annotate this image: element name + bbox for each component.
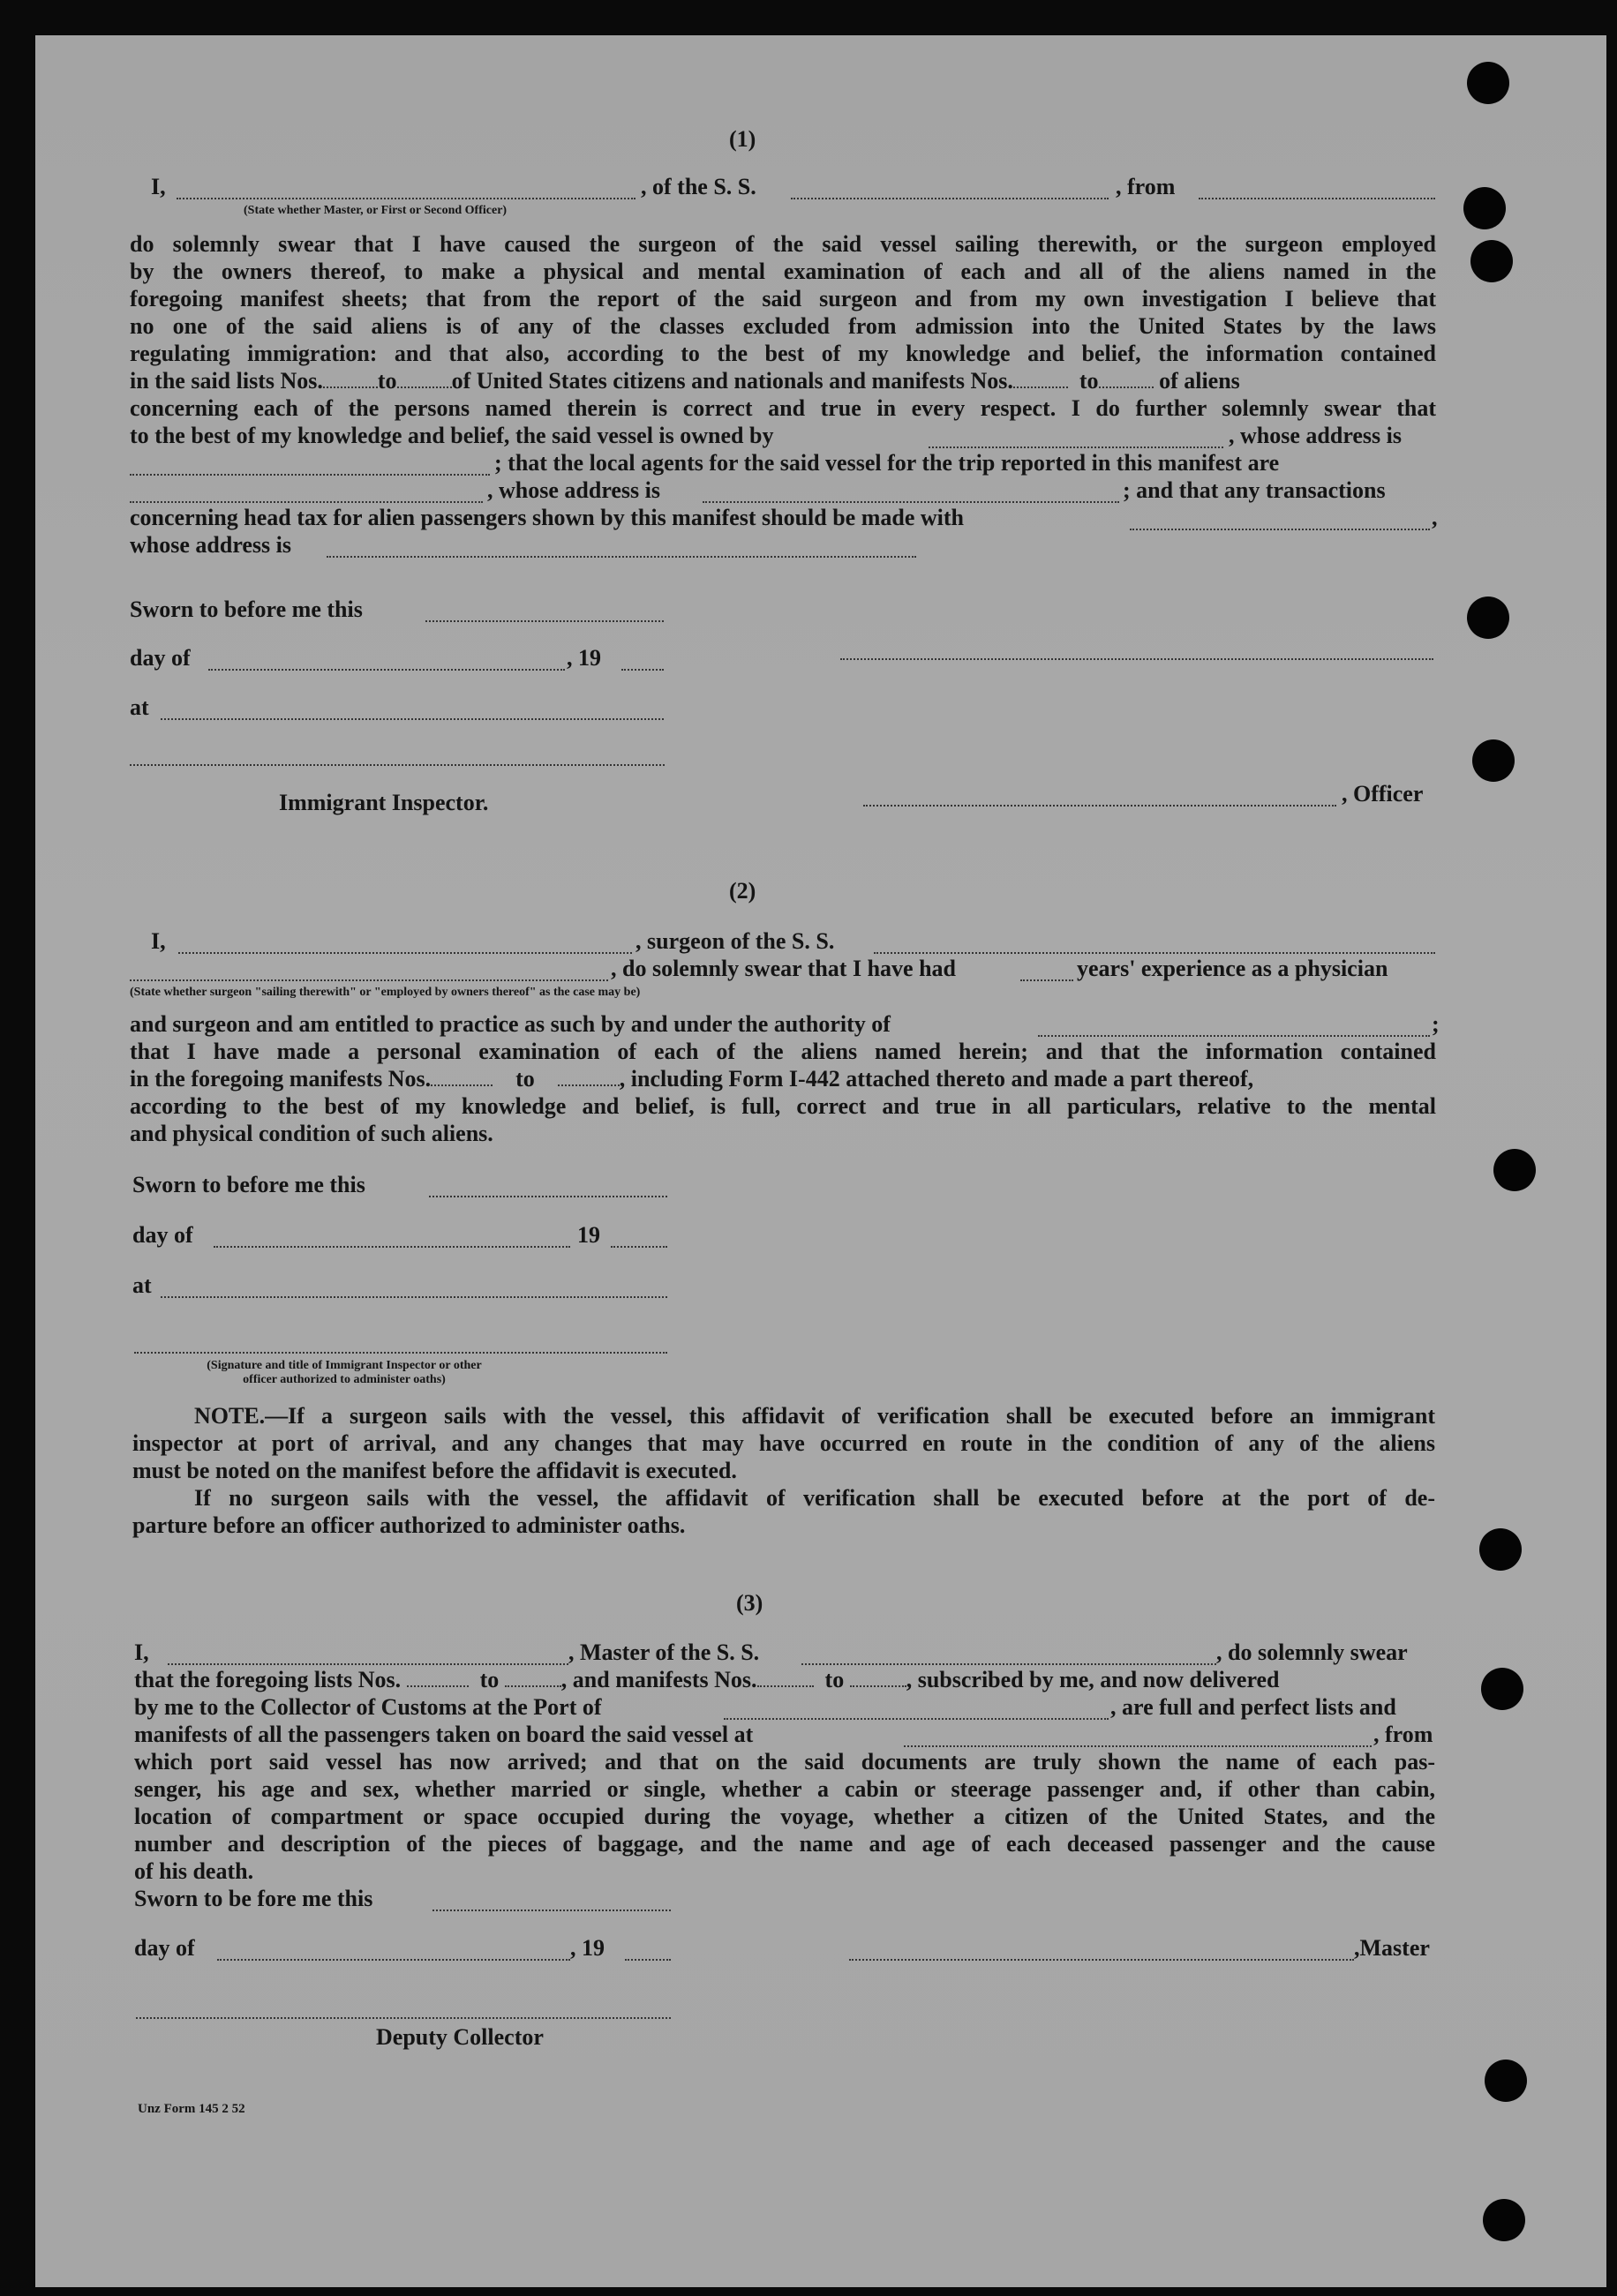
s2-semicolon: ; [1432,1011,1440,1037]
s3-year-field[interactable] [625,1959,671,1961]
departure-port-field[interactable] [1199,198,1435,199]
s3-from-label: , from [1373,1722,1433,1747]
s1-agents-address-label: , whose address is [487,477,661,503]
punch-hole [1481,1668,1523,1710]
s2-body-line: and physical condition of such aliens. [130,1121,493,1146]
punch-hole [1472,739,1515,782]
punch-hole [1479,1528,1522,1571]
officer-rank-caption: (State whether Master, or First or Second Officer) [244,204,508,217]
punch-hole [1467,62,1509,104]
s2-manifests-line: in the foregoing manifests Nos. to , including Form I-442 attached thereto and made a part thereof, [130,1066,1254,1092]
s1-body-line: regulating immigration: and that also, according to the best of my knowledge and belief, the information contained [130,341,1436,366]
s3-boarded-label: manifests of all the passengers taken on board the said vessel at [134,1722,754,1747]
s2-swear-label: , do solemnly swear that I have had [611,956,957,981]
s2-authority-label: and surgeon and am entitled to practice as such by and under the authority of [130,1011,891,1037]
surgeon-capacity-field[interactable] [130,979,608,981]
s1-of-ss: , of the S. S. [641,174,756,199]
local-agents-field[interactable] [130,501,483,503]
collector-signature-line[interactable] [136,2017,671,2019]
master-name-field[interactable] [168,1663,568,1665]
surgeon-capacity-caption: (State whether surgeon "sailing therewith" or "employed by owners thereof" as the case may be) [130,986,641,999]
s1-whose-address-label: whose address is [130,532,292,558]
manifest-no-from-field[interactable] [1013,369,1068,388]
manifest-no-to-field[interactable] [1099,369,1154,388]
s2-sworn-date-field[interactable] [429,1196,667,1197]
s3-sworn-date-field[interactable] [432,1910,671,1911]
s2-place-field[interactable] [161,1296,667,1298]
s3-body-line: which port said vessel has now arrived; and that on the said documents are truly shown the name of each pas- [134,1749,1435,1775]
s3-month-field[interactable] [217,1959,570,1961]
s1-day-of-label: day of [130,645,191,671]
s3-full-lists-label: , are full and perfect lists and [1110,1694,1396,1720]
inspector-signature-line[interactable] [130,764,665,766]
s1-owner-address-label: , whose address is [1229,423,1403,448]
s3-list-to-field[interactable] [505,1668,561,1687]
vessel-owner-field[interactable] [929,446,1223,448]
punch-hole [1467,597,1509,639]
years-experience-field[interactable] [1020,979,1073,981]
s3-list-from-field[interactable] [407,1668,469,1687]
s1-sworn-label: Sworn to before me this [130,597,363,622]
s3-lists-line: that the foregoing lists Nos. to , and manifests Nos. to , subscribed by me, and now delivered [134,1667,1280,1692]
s2-ship-name-field[interactable] [874,952,1435,954]
form-id: Unz Form 145 2 52 [138,2102,245,2116]
s1-place-field[interactable] [161,718,664,720]
note-line: If no surgeon sails with the vessel, the affidavit of verification shall be executed before at the port of de- [194,1485,1435,1511]
note-line: NOTE.—If a surgeon sails with the vessel, this affidavit of verification shall be executed before an immigrant [194,1403,1435,1429]
s1-transactions-label: ; and that any transactions [1123,477,1386,503]
s1-nos-line: in the said lists Nos. to of United States citizens and nationals and manifests Nos. to of aliens [130,368,1240,394]
manifest-affidavit-page [35,35,1606,2287]
s1-from: , from [1116,174,1176,199]
s1-agents-label: ; that the local agents for the said vessel for the trip reported in this manifest are [494,450,1280,476]
s3-swear-label: , do solemnly swear [1216,1639,1408,1665]
officer-signature-line[interactable] [840,658,1433,660]
list-no-from-field[interactable] [323,369,378,388]
section-number: (2) [729,878,756,904]
s1-body-line: no one of the said aliens is of any of the classes excluded from admission into the United States by the laws [130,313,1436,339]
punch-hole [1485,2060,1527,2102]
s3-collector-label: by me to the Collector of Customs at the Port of [134,1694,602,1720]
s3-sworn-label: Sworn to be fore me this [134,1886,373,1911]
s1-year-label: , 19 [567,645,601,671]
master-label: ,Master [1354,1935,1430,1961]
s2-surgeon-of-ss: , surgeon of the S. S. [636,928,835,954]
signature-caption: (Signature and title of Immigrant Inspector or other officer authorized to administer oaths) [207,1359,482,1386]
s1-owned-by-label: to the best of my knowledge and belief, the said vessel is owned by [130,423,774,448]
s3-body-line: of his death. [134,1858,254,1884]
s1-body-line: by the owners thereof, to make a physical and mental examination of each and all of the aliens named in the [130,259,1436,284]
ship-name-field[interactable] [791,198,1109,199]
s2-manifest-from-field[interactable] [431,1067,493,1086]
punch-hole [1483,2199,1525,2241]
s2-year-field[interactable] [611,1246,667,1248]
s1-year-field[interactable] [621,669,664,671]
immigrant-inspector-label: Immigrant Inspector. [279,790,489,815]
officer-title-line[interactable] [863,805,1336,807]
section-number: (1) [729,126,756,152]
punch-hole [1493,1149,1536,1191]
head-tax-contact-field[interactable] [1130,529,1430,530]
port-field[interactable] [724,1718,1109,1720]
s1-sworn-date-field[interactable] [425,620,664,622]
s1-body-line: concerning each of the persons named therein is correct and true in every respect. I do further solemnly swear that [130,395,1436,421]
s3-year-label: , 19 [570,1935,605,1961]
officer-label: , Officer [1342,781,1424,807]
section-number: (3) [736,1590,763,1616]
s3-i-label: I, [134,1639,149,1665]
s3-master-of-ss: , Master of the S. S. [568,1639,760,1665]
note-line: must be noted on the manifest before the affidavit is executed. [132,1458,737,1483]
s1-head-tax-label: concerning head tax for alien passengers shown by this manifest should be made with [130,505,965,530]
s3-manifest-to-field[interactable] [850,1668,906,1687]
punch-hole [1470,240,1513,282]
list-no-to-field[interactable] [397,369,452,388]
s3-body-line: location of compartment or space occupied during the voyage, whether a citizen of the United States, and the [134,1804,1435,1829]
s2-day-of-label: day of [132,1222,193,1248]
master-signature-line[interactable] [849,1959,1354,1961]
boarding-port-field[interactable] [904,1745,1372,1747]
s2-body-line: according to the best of my knowledge and belief, is full, correct and true in all particulars, relative to the mental [130,1093,1436,1119]
s3-body-line: senger, his age and sex, whether married or single, whether a cabin or steerage passenger and, if other than cabin, [134,1776,1435,1802]
s2-at-label: at [132,1272,152,1298]
s1-comma: , [1432,505,1438,530]
practice-authority-field[interactable] [1038,1035,1430,1037]
s2-manifest-to-field[interactable] [558,1067,620,1086]
officer-rank-field[interactable] [177,198,636,199]
s1-body-line: foregoing manifest sheets; that from the report of the said surgeon and from my own investigation I believe that [130,286,1436,311]
s3-day-of-label: day of [134,1935,195,1961]
s3-manifest-from-field[interactable] [757,1668,814,1687]
head-tax-contact-address-field[interactable] [327,556,916,558]
s3-body-line: number and description of the pieces of baggage, and the name and age of each deceased passenger and the cause [134,1831,1435,1857]
s2-i-label: I, [151,928,166,954]
s1-body-line: do solemnly swear that I have caused the surgeon of the said vessel sailing therewith, or the surgeon employed [130,231,1436,257]
s1-at-label: at [130,694,149,720]
deputy-collector-label: Deputy Collector [376,2024,544,2050]
s1-line-i: I, [151,174,166,199]
owner-address-field[interactable] [130,474,490,476]
agents-address-field[interactable] [703,501,1119,503]
punch-hole [1463,187,1506,229]
s2-month-field[interactable] [214,1246,570,1248]
s2-body-line: that I have made a personal examination of each of the aliens named herein; and that the information contained [130,1039,1436,1064]
s3-ship-name-field[interactable] [801,1663,1216,1665]
note-line: parture before an officer authorized to administer oaths. [132,1512,686,1538]
s2-inspector-signature-line[interactable] [134,1352,667,1354]
s2-years-label: years' experience as a physician [1077,956,1388,981]
s2-year-label: 19 [577,1222,600,1248]
s1-month-field[interactable] [208,669,565,671]
s2-sworn-label: Sworn to before me this [132,1172,365,1197]
surgeon-name-field[interactable] [178,952,632,954]
note-line: inspector at port of arrival, and any changes that may have occurred en route in the condition of any of the aliens [132,1430,1435,1456]
